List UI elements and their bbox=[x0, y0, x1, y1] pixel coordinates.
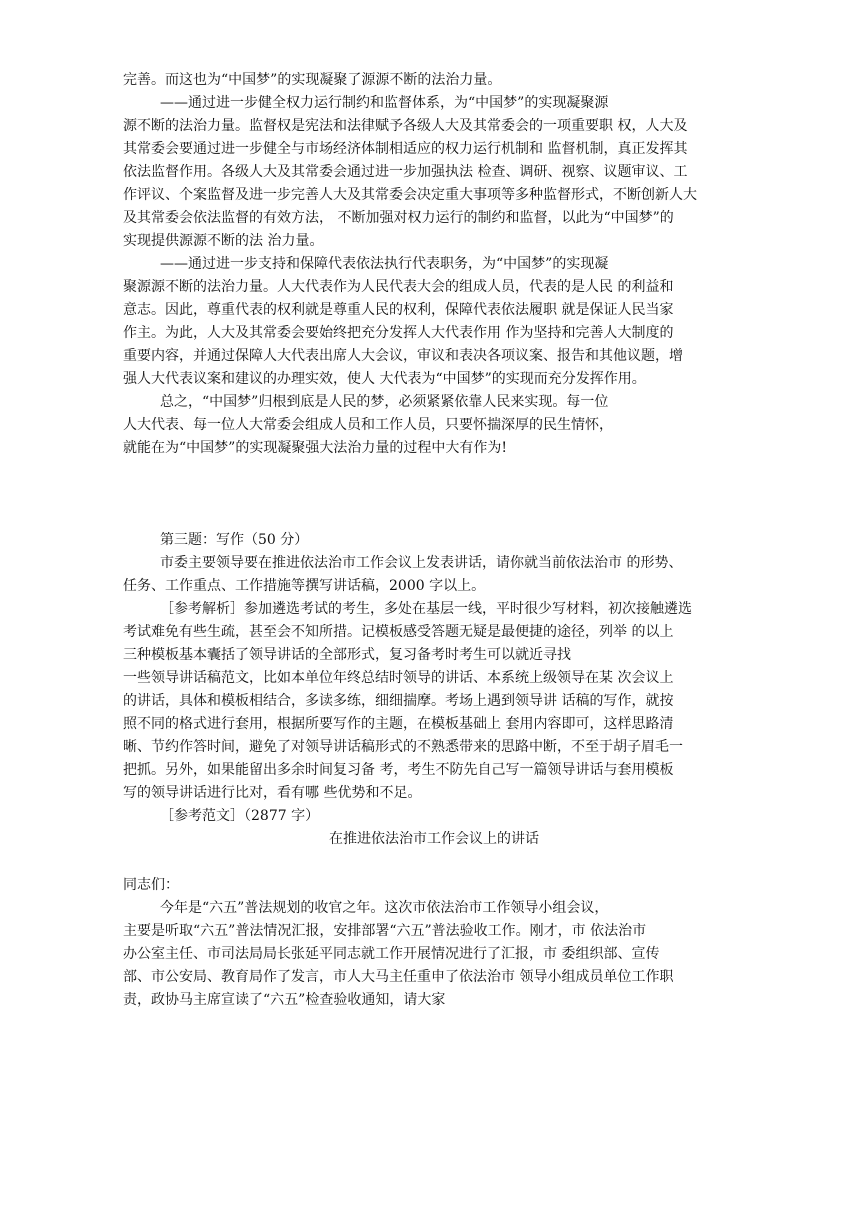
text-line: 完善。而这也为“中国梦”的实现凝聚了源源不断的法治力量。 bbox=[123, 72, 502, 88]
text-line: 三种模板基本囊括了领导讲话的全部形式，复习备考时考生可以就近寻找 bbox=[123, 647, 571, 663]
text-line: 重要内容，并通过保障人大代表出席人大会议，审议和表决各项议案、报告和其他议题，增 bbox=[123, 348, 683, 364]
text-line: 照不同的格式进行套用，根据所要写作的主题，在模板基础上 套用内容即可，这样思路清 bbox=[123, 716, 674, 732]
text-line: 就能在为“中国梦”的实现凝聚强大法治力量的过程中大有作为! bbox=[123, 440, 507, 456]
text-line: 责，政协马主席宣读了“六五”检查验收通知，请大家 bbox=[123, 992, 446, 1008]
text-line: 把抓。另外，如果能留出多余时间复习备 考，考生不防先自己写一篇领导讲话与套用模板 bbox=[123, 762, 674, 778]
text-line: 依法监督作用。各级人大及其常委会通过进一步加强执法 检查、调研、视察、议题审议、工 bbox=[123, 164, 688, 180]
text-line: 及其常委会依法监督的有效方法， 不断加强对权力运行的制约和监督，以此为“中国梦”的 bbox=[123, 210, 674, 226]
text-line: 总之，“中国梦”归根到底是人民的梦，必须紧紧依靠人民来实现。每一位 bbox=[160, 394, 609, 410]
text-line: 的讲话，具体和模板相结合，多读多练，细细揣摩。考场上遇到领导讲 话稿的写作，就按 bbox=[123, 693, 674, 709]
text-line: 作主。为此，人大及其常委会要始终把充分发挥人大代表作用 作为坚持和完善人大制度的 bbox=[123, 325, 674, 341]
text-line: 晰、节约作答时间，避免了对领导讲话稿形式的不熟悉带来的思路中断，不至于胡子眉毛一 bbox=[123, 739, 683, 755]
text-line: 今年是“六五”普法规划的收官之年。这次市依法治市工作领导小组会议， bbox=[160, 900, 609, 916]
text-line: 源不断的法治力量。监督权是宪法和法律赋予各级人大及其常委会的一项重要职 权，人大及 bbox=[123, 118, 688, 134]
text-line: 部、市公安局、教育局作了发言，市人大马主任重申了依法治市 领导小组成员单位工作职 bbox=[123, 969, 674, 985]
text-line: 写的领导讲话进行比对，看有哪 些优势和不足。 bbox=[123, 785, 422, 801]
text-line: ——通过进一步健全权力运行制约和监督体系，为“中国梦”的实现凝聚源 bbox=[160, 95, 609, 111]
section-heading: 第三题：写作（50 分） bbox=[160, 532, 309, 548]
salutation: 同志们： bbox=[123, 877, 179, 893]
text-line: 强人大代表议案和建议的办理实效，使人 大代表为“中国梦”的实现而充分发挥作用。 bbox=[123, 371, 646, 387]
text-line: 意志。因此，尊重代表的权利就是尊重人民的权利，保障代表依法履职 就是保证人民当家 bbox=[123, 302, 674, 318]
text-line: 办公室主任、市司法局局长张延平同志就工作开展情况进行了汇报，市 委组织部、宣传 bbox=[123, 946, 660, 962]
text-line: 人大代表、每一位人大常委会组成人员和工作人员，只要怀揣深厚的民生情怀， bbox=[123, 417, 613, 433]
text-line: 一些领导讲话稿范文，比如本单位年终总结时领导的讲话、本系统上级领导在某 次会议上 bbox=[123, 670, 674, 686]
text-line: 作评议、个案监督及进一步完善人大及其常委会决定重大事项等多种监督形式，不断创新人大 bbox=[123, 187, 697, 203]
text-line: ——通过进一步支持和保障代表依法执行代表职务，为“中国梦”的实现凝 bbox=[160, 256, 609, 272]
text-line: 聚源源不断的法治力量。人大代表作为人民代表大会的组成人员，代表的是人民 的利益和 bbox=[123, 279, 674, 295]
text-line: 其常委会要通过进一步健全与市场经济体制相适应的权力运行机制和 监督机制，真正发挥其 bbox=[123, 141, 688, 157]
text-line: 市委主要领导要在推进依法治市工作会议上发表讲话，请你就当前依法治市 的形势、 bbox=[160, 555, 683, 571]
text-line: 实现提供源源不断的法 治力量。 bbox=[123, 233, 324, 249]
text-line: 主要是听取“六五”普法情况汇报，安排部署“六五”普法验收工作。刚才，市 依法治市 bbox=[123, 923, 647, 939]
speech-title: 在推进依法治市工作会议上的讲话 bbox=[329, 831, 539, 847]
text-line: 考试难免有些生疏，甚至会不知所措。记模板感受答题无疑是最便捷的途径，列举 的以上 bbox=[123, 624, 674, 640]
text-line: ［参考范文］（2877 字） bbox=[160, 808, 320, 824]
text-line: ［参考解析］参加遴选考试的考生，多处在基层一线，平时很少写材料，初次接触遴选 bbox=[160, 601, 692, 617]
text-line: 任务、工作重点、工作措施等撰写讲话稿，2000 字以上。 bbox=[123, 578, 486, 594]
